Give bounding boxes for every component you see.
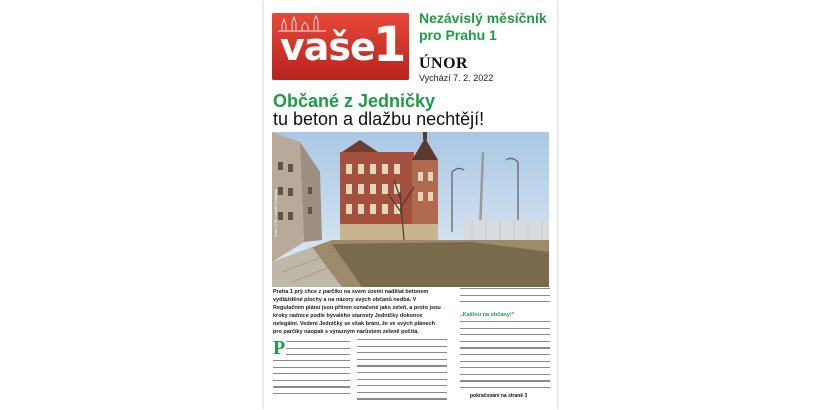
logo-number: 1 <box>373 17 407 73</box>
body-column-2 <box>357 339 447 405</box>
body-column-3-top <box>460 288 550 308</box>
lead-paragraph <box>273 288 443 336</box>
body-column-3 <box>460 321 550 394</box>
lead-text: Praha 1 prý chce z parčíku na svém území nadělat betonem vydlážděné plochy a na názory svých občanů nedbá. V Regulačním plánu jsou přitom označené jako zeleň, a proto jsou kroky radnice podle bývalého starosty Jedničky dokonce nelegální. Vedení Jedničky se však brání, že ve svých plánech pro parčíky naopak s výrazným nárůstem zeleně počítá. <box>273 289 441 335</box>
headline-line-2: tu beton a dlažbu nechtějí! <box>273 109 485 129</box>
issue-date: Vychází 7. 2. 2022 <box>419 73 494 83</box>
subheading: „Kašlou na občany!“ <box>460 312 515 318</box>
tagline-line-1: Nezávislý měsíčník <box>419 10 547 26</box>
issue-month: ÚNOR <box>419 55 469 72</box>
masthead-tagline <box>419 10 554 44</box>
body-column-1-cont <box>273 360 350 400</box>
tagline-line-2: pro Prahu 1 <box>419 27 497 43</box>
logo-text: vaše <box>280 25 375 69</box>
drop-cap: P <box>273 337 286 359</box>
building-photo-illustration <box>272 132 549 287</box>
newspaper-front-page <box>264 0 557 410</box>
headline-line-1: Občané z Jedničky <box>273 91 436 111</box>
masthead-logo <box>272 13 409 80</box>
continued-reference: pokračování na straně 3 <box>470 393 528 399</box>
body-column-1 <box>286 341 350 361</box>
photo-credit: Foto: ČTK / Josef Vostárek <box>273 189 278 237</box>
cover-photo <box>272 132 549 287</box>
